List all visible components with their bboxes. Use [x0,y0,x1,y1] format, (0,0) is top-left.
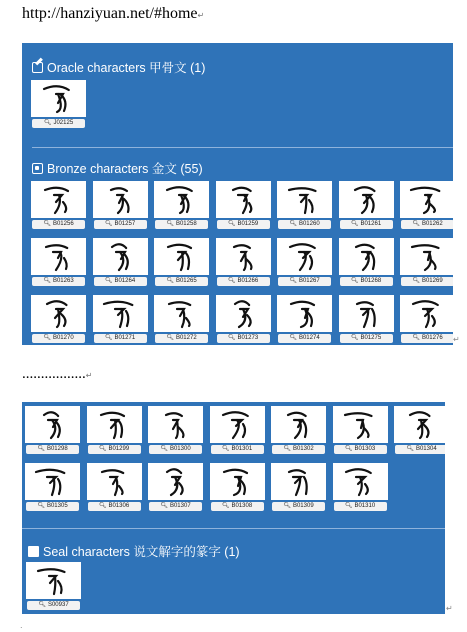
glyph-image [216,295,271,332]
character-code-button[interactable] [395,445,445,454]
character-image-tile[interactable] [210,463,265,500]
magnifier-icon: 🔍︎ [104,221,113,227]
magnifier-icon: 🔍︎ [98,503,107,509]
character-code: B01258 [175,221,197,227]
character-image-tile[interactable] [26,562,81,599]
character-image-tile[interactable] [271,406,326,443]
character-code: B01272 [175,335,197,341]
glyph-image [394,406,445,443]
character-code: B01306 [108,503,130,509]
character-card[interactable] [394,406,445,453]
character-code-button[interactable] [340,334,393,343]
character-code-button[interactable] [88,445,141,454]
glyph-image [216,238,271,275]
glyph-image [277,238,332,275]
character-card[interactable] [31,181,86,228]
glyph-image [148,463,203,500]
character-code: B01276 [421,335,443,341]
character-image-tile[interactable] [277,238,332,275]
magnifier-icon: 🔍︎ [166,278,174,284]
glyph-image [154,181,209,218]
glyph-image [271,463,326,500]
magnifier-icon: 🔍︎ [38,602,46,608]
glyph-image [277,295,332,332]
glyph-image [216,181,271,218]
character-image-tile[interactable] [148,463,203,500]
character-card[interactable] [210,406,265,453]
glyph-image [25,406,80,443]
character-code: B01263 [52,278,74,284]
glyph-image [93,295,148,332]
character-code: B01260 [298,221,320,227]
character-card[interactable] [93,238,148,285]
character-code-button[interactable] [401,334,453,343]
character-code: B01309 [292,503,314,509]
character-image-tile[interactable] [93,238,148,275]
character-card[interactable] [400,181,453,228]
return-mark: ↵ [197,11,205,20]
character-code-button[interactable] [217,220,270,229]
character-code: B01267 [298,278,320,284]
character-card[interactable] [333,463,388,510]
return-mark: ↵ [446,604,453,613]
characters-panel-bottom [22,402,445,614]
ellipsis [22,366,92,383]
magnifier-icon: 🔍︎ [160,503,168,509]
character-card[interactable] [31,295,86,342]
glyph-image [210,463,265,500]
character-code-button[interactable] [32,220,85,229]
character-code-button[interactable] [155,277,208,286]
magnifier-icon: 🔍︎ [412,278,420,284]
character-image-tile[interactable] [93,295,148,332]
character-code-button[interactable] [32,119,85,128]
glyph-image [210,406,265,443]
character-code-button[interactable] [340,277,393,286]
character-code: B01310 [354,503,376,509]
character-card[interactable] [271,406,326,453]
character-code: B01300 [169,446,191,452]
character-image-tile[interactable] [339,181,394,218]
glyph-image [271,406,326,443]
character-code: B01257 [114,221,136,227]
url-line[interactable] [22,5,204,23]
character-code-button[interactable] [278,334,331,343]
character-card[interactable] [26,562,81,609]
character-code-button[interactable] [26,445,79,454]
character-code-button[interactable] [155,220,208,229]
glyph-image [93,238,148,275]
character-code: B01265 [175,278,197,284]
character-code: B01268 [360,278,382,284]
character-card[interactable] [210,463,265,510]
character-image-tile[interactable] [93,181,148,218]
character-code-button[interactable] [278,277,331,286]
character-image-tile[interactable] [154,295,209,332]
character-code-button[interactable] [94,277,147,286]
character-card[interactable] [154,181,209,228]
character-card[interactable] [400,238,453,285]
character-card[interactable] [216,295,271,342]
character-card[interactable] [339,181,394,228]
magnifier-icon: 🔍︎ [227,335,236,341]
character-card[interactable] [400,295,453,342]
character-code-button[interactable] [94,220,147,229]
character-code-button[interactable] [27,601,80,610]
magnifier-icon: 🔍︎ [289,221,297,227]
magnifier-icon: 🔍︎ [166,335,174,341]
oracle-section-title [32,58,205,76]
character-code: B01298 [46,446,68,452]
glyph-image [25,463,80,500]
character-card[interactable] [339,238,394,285]
magnifier-icon: 🔍︎ [289,278,297,284]
character-card[interactable] [333,406,388,453]
character-card[interactable] [148,463,203,510]
character-code: S00937 [47,602,69,608]
magnifier-icon: 🔍︎ [221,503,230,509]
character-card[interactable] [87,406,142,453]
character-card[interactable] [216,238,271,285]
character-image-tile[interactable] [277,295,332,332]
seal-title-text: Seal characters 说文解字的篆字 (1) [43,545,240,559]
magnifier-icon: 🔍︎ [344,446,353,452]
magnifier-icon: 🔍︎ [227,278,236,284]
glyph-image [31,238,86,275]
character-image-tile[interactable] [31,238,86,275]
magnifier-icon: 🔍︎ [166,221,174,227]
character-image-tile[interactable] [400,238,453,275]
character-image-tile[interactable] [216,181,271,218]
character-code-button[interactable] [334,502,387,511]
character-code: B01299 [108,446,130,452]
magnifier-icon: 🔍︎ [160,446,168,452]
character-code-button[interactable] [149,445,202,454]
character-code-button[interactable] [94,334,147,343]
ellipsis-text: ................. [22,366,86,382]
character-code: B01269 [421,278,443,284]
magnifier-icon: 🔍︎ [104,335,113,341]
magnifier-icon: 🔍︎ [43,221,51,227]
glyph-image [333,463,388,500]
glyph-image [154,238,209,275]
glyph-image [339,295,394,332]
character-code-button[interactable] [32,277,85,286]
character-image-tile[interactable] [400,181,453,218]
character-image-tile[interactable] [25,463,80,500]
character-code-button[interactable] [334,445,387,454]
character-code: B01270 [52,335,74,341]
glyph-image [339,238,394,275]
character-image-tile[interactable] [154,181,209,218]
glyph-image [400,238,453,275]
character-code-button[interactable] [340,220,393,229]
glyph-image [400,181,453,218]
character-image-tile[interactable] [31,80,86,117]
character-code: B01274 [298,335,320,341]
magnifier-icon: 🔍︎ [283,503,291,509]
character-image-tile[interactable] [210,406,265,443]
character-card[interactable] [271,463,326,510]
character-code-button[interactable] [272,502,325,511]
character-code: B01301 [231,446,253,452]
character-image-tile[interactable] [394,406,445,443]
section-divider [22,528,445,529]
character-image-tile[interactable] [339,295,394,332]
glyph-image [26,562,81,599]
url-text[interactable]: http://hanziyuan.net/#home [22,5,198,22]
character-card[interactable] [277,238,332,285]
character-code-button[interactable] [155,334,208,343]
glyph-image [87,406,142,443]
edit-icon [32,62,43,73]
character-code-button[interactable] [211,445,264,454]
magnifier-icon: 🔍︎ [43,335,51,341]
character-card[interactable] [31,80,86,127]
character-code: B01302 [292,446,314,452]
character-card[interactable] [154,295,209,342]
character-code: B01261 [360,221,382,227]
magnifier-icon: 🔍︎ [350,335,359,341]
magnifier-icon: 🔍︎ [37,503,45,509]
paragraph-dot: . [20,621,23,630]
character-code: B01271 [114,335,136,341]
character-card[interactable] [216,181,271,228]
character-code-button[interactable] [211,502,264,511]
glyph-image [333,406,388,443]
character-code-button[interactable] [88,502,141,511]
characters-panel-top [22,43,453,345]
magnifier-icon: 🔍︎ [43,120,52,126]
character-code-button[interactable] [26,502,79,511]
character-card[interactable] [277,295,332,342]
magnifier-icon: 🔍︎ [344,503,353,509]
magnifier-icon: 🔍︎ [406,446,414,452]
character-image-tile[interactable] [87,463,142,500]
character-code: J02125 [53,120,74,126]
character-code-button[interactable] [272,445,325,454]
character-code: B01262 [421,221,443,227]
magnifier-icon: 🔍︎ [43,278,51,284]
character-code: B01304 [415,446,437,452]
character-image-tile[interactable] [333,406,388,443]
glyph-image [93,181,148,218]
character-code: B01259 [237,221,259,227]
magnifier-icon: 🔍︎ [283,446,291,452]
character-code-button[interactable] [217,334,270,343]
return-mark: ↵ [453,335,460,344]
glyph-image [87,463,142,500]
magnifier-icon: 🔍︎ [104,278,113,284]
section-divider [32,147,453,148]
character-code-button[interactable] [278,220,331,229]
glyph-image [31,181,86,218]
character-code: B01264 [114,278,136,284]
character-image-tile[interactable] [339,238,394,275]
book-icon [28,546,39,557]
character-image-tile[interactable] [87,406,142,443]
character-card[interactable] [87,463,142,510]
character-code: B01256 [52,221,74,227]
magnifier-icon: 🔍︎ [412,335,420,341]
character-code-button[interactable] [217,277,270,286]
character-image-tile[interactable] [148,406,203,443]
character-image-tile[interactable] [333,463,388,500]
character-image-tile[interactable] [154,238,209,275]
character-code: B01273 [237,335,259,341]
glyph-image [148,406,203,443]
bronze-section-title [32,159,203,177]
character-code-button[interactable] [401,220,453,229]
magnifier-icon: 🔍︎ [37,446,45,452]
bronze-icon [32,163,43,174]
glyph-image [31,295,86,332]
character-image-tile[interactable] [216,295,271,332]
seal-section-title [28,542,240,560]
magnifier-icon: 🔍︎ [227,221,236,227]
magnifier-icon: 🔍︎ [350,278,359,284]
character-card[interactable] [339,295,394,342]
character-card[interactable] [31,238,86,285]
bronze-title-text: Bronze characters 金文 (55) [47,162,203,176]
character-image-tile[interactable] [216,238,271,275]
magnifier-icon: 🔍︎ [412,221,420,227]
character-code-button[interactable] [401,277,453,286]
magnifier-icon: 🔍︎ [98,446,107,452]
character-card[interactable] [277,181,332,228]
character-code: B01305 [46,503,68,509]
character-image-tile[interactable] [31,181,86,218]
character-image-tile[interactable] [31,295,86,332]
glyph-image [277,181,332,218]
character-card[interactable] [93,181,148,228]
magnifier-icon: 🔍︎ [221,446,230,452]
glyph-image [31,80,86,117]
character-code-button[interactable] [32,334,85,343]
glyph-image [400,295,453,332]
character-code: B01307 [169,503,191,509]
character-image-tile[interactable] [277,181,332,218]
character-card[interactable] [25,463,80,510]
character-card[interactable] [154,238,209,285]
glyph-image [339,181,394,218]
character-code: B01308 [231,503,253,509]
character-code: B01275 [360,335,382,341]
character-card[interactable] [148,406,203,453]
magnifier-icon: 🔍︎ [289,335,297,341]
character-code-button[interactable] [149,502,202,511]
oracle-title-text: Oracle characters 甲骨文 (1) [47,61,206,75]
character-card[interactable] [93,295,148,342]
return-mark: ↵ [85,371,93,380]
character-image-tile[interactable] [271,463,326,500]
character-card[interactable] [25,406,80,453]
magnifier-icon: 🔍︎ [350,221,359,227]
character-code: B01303 [354,446,376,452]
character-image-tile[interactable] [25,406,80,443]
character-image-tile[interactable] [400,295,453,332]
character-code: B01266 [237,278,259,284]
glyph-image [154,295,209,332]
